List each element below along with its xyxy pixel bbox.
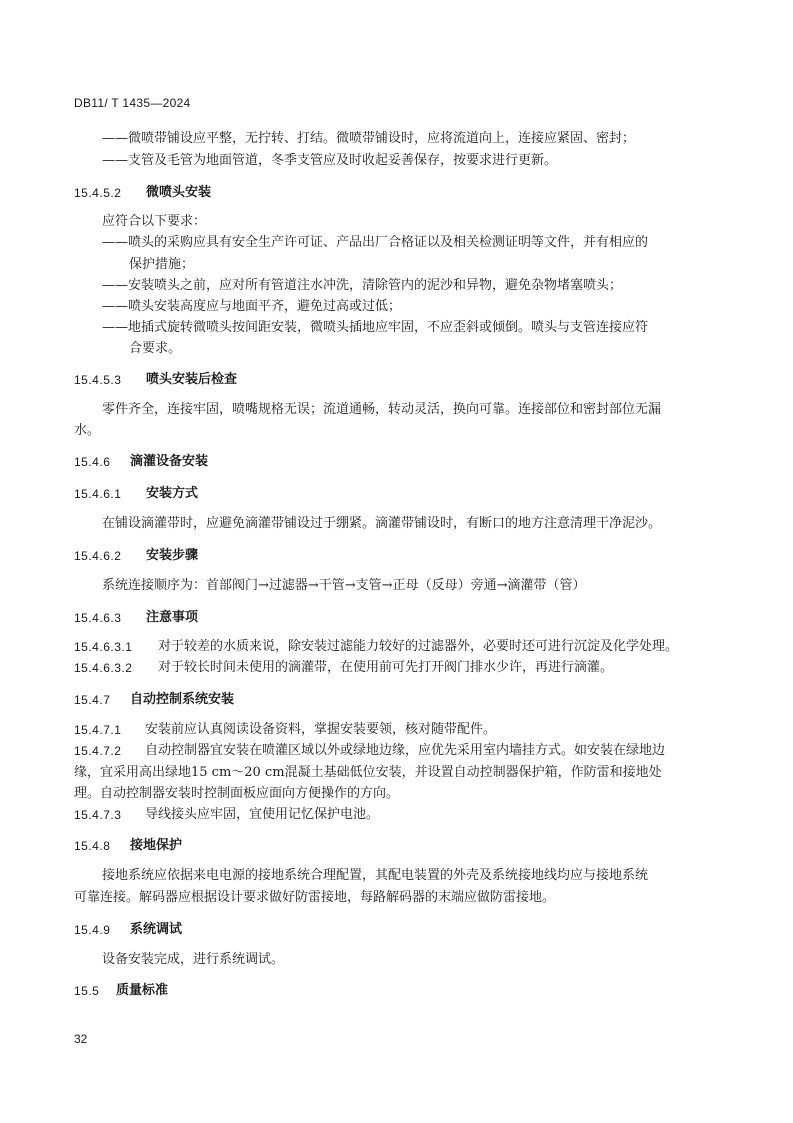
section-title: 安装方式 [146,486,199,501]
section-number: 15.5 [74,984,100,998]
list-item-continuation: 保护措施； [129,257,195,272]
clause-number: 15.4.6.3.2 [74,661,133,675]
section-title: 自动控制系统安装 [130,692,235,707]
section-number: 15.4.5.2 [74,186,122,200]
paragraph: 应符合以下要求： [102,214,207,229]
intro-line-2: ——支管及毛管为地面管道，冬季支管应及时收起妥善保存，按要求进行更新。 [102,153,558,168]
paragraph: 对于较长时间未使用的滴灌带，在使用前可先打开阀门排水少许，再进行滴灌。 [158,660,614,675]
paragraph: 接地系统应依据来电电源的接地系统合理配置，其配电装置的外壳及系统接地线均应与接地系统 [102,868,649,883]
section-number: 15.4.6.3 [74,611,122,625]
section-title: 系统调试 [130,922,183,937]
paragraph: 设备安装完成，进行系统调试。 [102,952,285,967]
section-title: 注意事项 [146,610,199,625]
paragraph: 导线接头应牢固，宜使用记忆保护电池。 [145,807,380,822]
page-number: 32 [74,1032,88,1046]
paragraph: 理。自动控制器安装时控制面板应面向方便操作的方向。 [74,786,400,801]
intro-line-1: ——微喷带铺设应平整，无拧转、打结。微喷带铺设时，应将流道向上，连接应紧固、密封； [102,131,636,146]
section-number: 15.4.6.1 [74,487,122,501]
standard-code: DB11/ T 1435—2024 [74,96,191,110]
section-number: 15.4.7 [74,693,111,707]
clause-number: 15.4.7.3 [74,808,122,822]
clause-number: 15.4.7.1 [74,723,122,737]
section-title: 微喷头安装 [146,185,212,200]
section-number: 15.4.6.2 [74,549,122,563]
list-item: ——地插式旋转微喷头按间距安装，微喷头插地应牢固，不应歪斜或倾倒。喷头与支管连接应符 [102,320,649,335]
list-item: ——喷头的采购应具有安全生产许可证、产品出厂合格证以及相关检测证明等文件，并有相应的 [102,235,649,250]
section-number: 15.4.8 [74,839,111,853]
list-item: ——安装喷头之前，应对所有管道注水冲洗，清除管内的泥沙和异物，避免杂物堵塞喷头； [102,278,623,293]
clause-number: 15.4.7.2 [74,744,122,758]
section-number: 15.4.9 [74,923,111,937]
section-number: 15.4.5.3 [74,373,122,387]
clause-number: 15.4.6.3.1 [74,640,133,654]
paragraph: 在铺设滴灌带时，应避免滴灌带铺设过于绷紧。滴灌带铺设时，有断口的地方注意清理干净泥沙。 [102,516,662,531]
paragraph: 自动控制器宜安装在喷灌区域以外或绿地边缘，应优先采用室内墙挂方式。如安装在绿地边 [145,743,666,758]
paragraph: 缘，宜采用高出绿地15 cm～20 cm混凝土基础低位安装，并设置自动控制器保护箱，作防雷和接地处 [74,765,662,780]
section-title: 安装步骤 [146,548,199,563]
paragraph: 水。 [74,423,101,438]
list-item: ——喷头安装高度应与地面平齐，避免过高或过低； [102,299,402,314]
paragraph: 可靠连接。解码器应根据设计要求做好防雷接地，每路解码器的末端应做防雷接地。 [74,890,556,905]
section-title: 质量标准 [116,983,169,998]
paragraph: 对于较差的水质来说，除安装过滤能力较好的过滤器外，必要时还可进行沉淀及化学处理。 [158,639,679,654]
paragraph: 安装前应认真阅读设备资料，掌握安装要领，核对随带配件。 [145,722,497,737]
section-title: 喷头安装后检查 [146,372,238,387]
paragraph: 系统连接顺序为：首部阀门→过滤器→干管→支管→正母（反母）旁通→滴灌带（管） [102,578,586,593]
section-title: 接地保护 [130,838,183,853]
section-number: 15.4.6 [74,455,111,469]
list-item-continuation: 合要求。 [129,341,182,356]
section-title: 滴灌设备安装 [130,454,209,469]
paragraph: 零件齐全，连接牢固，喷嘴规格无误；流道通畅，转动灵活，换向可靠。连接部位和密封部位无漏 [102,402,662,417]
